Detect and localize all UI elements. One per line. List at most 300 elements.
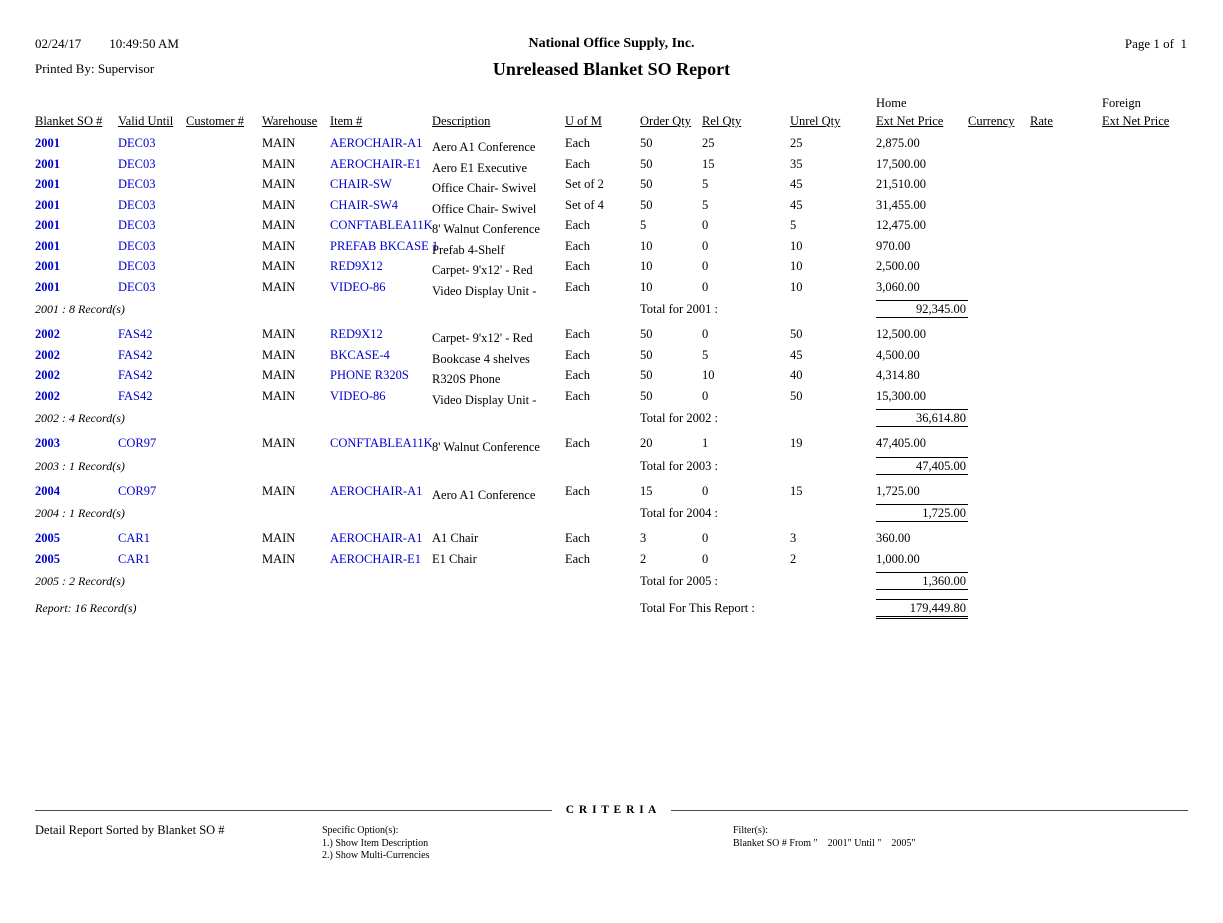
group-footer-spacer <box>968 300 1190 327</box>
cell-customer <box>186 157 262 178</box>
cell-blanket-so <box>35 368 118 389</box>
cell-uom: Each <box>565 156 590 171</box>
criteria-sort-description: Detail Report Sorted by Blanket SO # <box>35 823 225 837</box>
item-description: Aero A1 Conference <box>432 487 536 502</box>
criteria-filters <box>733 825 915 850</box>
report-row <box>35 348 1190 369</box>
cell-currency <box>968 218 1030 239</box>
customer-link[interactable]: FAS42 <box>118 327 153 341</box>
cell-valid-until <box>118 348 186 369</box>
cell-rate <box>1030 348 1102 369</box>
item-link[interactable]: PREFAB BKCASE 1 <box>330 238 439 253</box>
cell-unrel-qty: 25 <box>790 136 803 150</box>
cell-valid-until <box>118 327 186 348</box>
cell-valid-until <box>118 280 186 301</box>
cell-ext-net-price: 17,500.00 <box>876 156 926 171</box>
item-link[interactable]: AEROCHAIR-A1 <box>330 136 423 150</box>
cell-currency <box>968 136 1030 157</box>
cell-order-qty: 50 <box>640 327 653 341</box>
super-header-spacer <box>702 96 790 114</box>
cell-rel-qty: 15 <box>702 156 715 171</box>
cell-currency <box>968 484 1030 505</box>
cell-rate <box>1030 436 1102 457</box>
group-total-label: Total for 2004 : <box>640 506 718 520</box>
report-row <box>35 218 1190 239</box>
cell-rel-qty: 5 <box>702 197 709 212</box>
blanket-so-link[interactable]: 2001 <box>35 259 60 273</box>
company-name: National Office Supply, Inc. <box>528 36 695 51</box>
group-record-count: 2002 : 4 Record(s) <box>35 411 125 425</box>
customer-link[interactable]: FAS42 <box>118 388 153 403</box>
col-header-order-qty: Order Qty <box>640 114 692 128</box>
cell-rel-qty: 0 <box>702 327 709 341</box>
cell-ext-net-price: 12,500.00 <box>876 327 926 341</box>
cell-unrel-qty: 45 <box>790 177 803 191</box>
item-description: Carpet- 9'x12' - Red <box>432 331 533 345</box>
cell-description <box>432 531 565 552</box>
cell-warehouse: MAIN <box>262 483 296 498</box>
cell-blanket-so <box>35 157 118 178</box>
cell-ext-net-price: 2,875.00 <box>876 136 920 150</box>
col-header-rel-qty: Rel Qty <box>702 114 742 128</box>
group-total-value <box>876 457 968 484</box>
divider-line-left <box>35 810 552 811</box>
cell-foreign-ext-net-price <box>1102 136 1190 157</box>
blanket-so-link[interactable]: 2002 <box>35 327 60 341</box>
divider-line-right <box>671 810 1188 811</box>
cell-foreign-ext-net-price <box>1102 484 1190 505</box>
cell-description <box>432 368 565 389</box>
col-header-blanket-so: Blanket SO # <box>35 114 103 128</box>
blanket-so-link[interactable]: 2001 <box>35 279 60 294</box>
super-header-spacer <box>118 96 186 114</box>
group-total-amount: 1,725.00 <box>876 504 968 522</box>
item-description: Office Chair- Swivel <box>432 201 537 216</box>
cell-customer <box>186 389 262 410</box>
blanket-so-link[interactable]: 2002 <box>35 388 60 403</box>
cell-warehouse: MAIN <box>262 156 296 171</box>
item-description: 8' Walnut Conference <box>432 440 540 454</box>
cell-uom: Each <box>565 327 590 341</box>
col-header-rate: Rate <box>1030 114 1053 128</box>
cell-ext-net-price: 12,475.00 <box>876 218 926 232</box>
customer-link[interactable]: FAS42 <box>118 368 153 382</box>
group-footer <box>35 572 1190 599</box>
cell-unrel-qty: 2 <box>790 551 797 566</box>
cell-order-qty: 50 <box>640 197 653 212</box>
cell-valid-until <box>118 136 186 157</box>
item-link[interactable]: CHAIR-SW4 <box>330 197 399 212</box>
cell-rate <box>1030 368 1102 389</box>
cell-warehouse: MAIN <box>262 279 296 294</box>
cell-unrel-qty: 10 <box>790 238 803 253</box>
item-description: Aero A1 Conference <box>432 140 536 154</box>
group-total-label: Total for 2001 : <box>640 302 718 316</box>
cell-ext-net-price: 1,000.00 <box>876 551 920 566</box>
super-header-spacer <box>432 96 565 114</box>
group-total-amount: 36,614.80 <box>876 409 968 427</box>
cell-currency <box>968 368 1030 389</box>
report-row <box>35 157 1190 178</box>
cell-uom: Each <box>565 238 590 253</box>
cell-unrel-qty: 10 <box>790 279 803 294</box>
cell-ext-net-price: 4,314.80 <box>876 368 920 382</box>
cell-blanket-so <box>35 436 118 457</box>
cell-valid-until <box>118 368 186 389</box>
criteria-options-title: Specific Option(s): <box>322 825 399 836</box>
customer-link[interactable]: FAS42 <box>118 347 153 362</box>
cell-description <box>432 389 565 410</box>
cell-foreign-ext-net-price <box>1102 531 1190 552</box>
col-header-uom: U of M <box>565 114 602 128</box>
cell-uom: Each <box>565 259 590 273</box>
super-header-spacer <box>35 96 118 114</box>
cell-warehouse: MAIN <box>262 551 296 566</box>
item-link[interactable]: AEROCHAIR-E1 <box>330 551 421 566</box>
cell-warehouse: MAIN <box>262 388 296 403</box>
report-total-value <box>876 599 968 631</box>
report-time: 10:49:50 AM <box>109 36 179 51</box>
cell-item <box>330 136 432 157</box>
criteria-label: C R I T E R I A <box>565 804 658 816</box>
cell-description <box>432 136 565 157</box>
cell-item <box>330 436 432 457</box>
cell-blanket-so <box>35 348 118 369</box>
cell-unrel-qty: 40 <box>790 368 803 382</box>
item-link[interactable]: AEROCHAIR-E1 <box>330 156 421 171</box>
item-description: Carpet- 9'x12' - Red <box>432 263 533 277</box>
cell-uom: Set of 2 <box>565 177 604 191</box>
item-link[interactable]: AEROCHAIR-A1 <box>330 483 423 498</box>
blanket-so-link[interactable]: 2005 <box>35 531 60 545</box>
customer-link[interactable]: CAR1 <box>118 551 150 566</box>
cell-blanket-so <box>35 198 118 219</box>
customer-link[interactable]: COR97 <box>118 436 157 450</box>
cell-uom: Each <box>565 218 590 232</box>
cell-valid-until <box>118 531 186 552</box>
super-header-foreign: Foreign <box>1102 96 1141 110</box>
report-footer-spacer <box>968 599 1190 631</box>
blanket-so-link[interactable]: 2005 <box>35 551 60 566</box>
cell-description <box>432 436 565 457</box>
report-row <box>35 280 1190 301</box>
blanket-so-link[interactable]: 2001 <box>35 238 60 253</box>
blanket-so-link[interactable]: 2001 <box>35 197 60 212</box>
group-total-value <box>876 300 968 327</box>
report-row <box>35 136 1190 157</box>
cell-warehouse: MAIN <box>262 136 296 150</box>
cell-customer <box>186 259 262 280</box>
criteria-options <box>322 825 430 863</box>
cell-unrel-qty: 5 <box>790 218 797 232</box>
cell-valid-until <box>118 198 186 219</box>
group-record-count: 2001 : 8 Record(s) <box>35 302 125 316</box>
cell-customer <box>186 280 262 301</box>
cell-currency <box>968 177 1030 198</box>
cell-rate <box>1030 218 1102 239</box>
report-total-label: Total For This Report : <box>640 601 755 615</box>
cell-item <box>330 348 432 369</box>
cell-customer <box>186 177 262 198</box>
cell-uom: Each <box>565 136 590 150</box>
item-link[interactable]: CONFTABLEA11K <box>330 436 433 450</box>
customer-link[interactable]: DEC03 <box>118 156 156 171</box>
cell-ext-net-price: 2,500.00 <box>876 259 920 273</box>
cell-blanket-so <box>35 389 118 410</box>
cell-rel-qty: 0 <box>702 259 709 273</box>
cell-uom: Each <box>565 388 590 403</box>
report-row <box>35 327 1190 348</box>
super-header-spacer <box>186 96 262 114</box>
blanket-so-link[interactable]: 2001 <box>35 136 60 150</box>
item-description: A1 Chair <box>432 531 479 545</box>
item-link[interactable]: CONFTABLEA11K <box>330 218 433 232</box>
super-header-home: Home <box>876 96 907 110</box>
cell-customer <box>186 136 262 157</box>
cell-blanket-so <box>35 531 118 552</box>
cell-currency <box>968 198 1030 219</box>
item-description: Aero E1 Executive <box>432 160 528 175</box>
cell-valid-until <box>118 259 186 280</box>
printed-by: Printed By: Supervisor <box>35 61 155 76</box>
cell-ext-net-price: 31,455.00 <box>876 197 926 212</box>
item-description: R320S Phone <box>432 372 501 386</box>
col-header-description: Description <box>432 114 491 128</box>
group-footer-spacer <box>968 504 1190 531</box>
cell-uom: Each <box>565 531 590 545</box>
cell-rel-qty: 0 <box>702 551 709 566</box>
super-header-spacer <box>262 96 330 114</box>
cell-customer <box>186 531 262 552</box>
cell-uom: Set of 4 <box>565 197 604 212</box>
cell-unrel-qty: 19 <box>790 436 803 450</box>
item-description: E1 Chair <box>432 551 477 566</box>
cell-order-qty: 5 <box>640 218 647 232</box>
customer-link[interactable]: COR97 <box>118 483 157 498</box>
cell-item <box>330 177 432 198</box>
report-row <box>35 368 1190 389</box>
cell-valid-until <box>118 484 186 505</box>
report-row <box>35 436 1190 457</box>
customer-link[interactable]: CAR1 <box>118 531 150 545</box>
cell-foreign-ext-net-price <box>1102 177 1190 198</box>
group-total-amount: 92,345.00 <box>876 300 968 318</box>
cell-ext-net-price: 1,725.00 <box>876 483 920 498</box>
cell-currency <box>968 259 1030 280</box>
group-total-value <box>876 572 968 599</box>
cell-rel-qty: 0 <box>702 388 709 403</box>
criteria-filter-line: Blanket SO # From " 2001" Until " 2005" <box>733 837 916 849</box>
cell-blanket-so <box>35 239 118 260</box>
cell-unrel-qty: 35 <box>790 156 803 171</box>
customer-link[interactable]: DEC03 <box>118 197 156 212</box>
cell-uom: Each <box>565 551 590 566</box>
cell-rel-qty: 10 <box>702 368 715 382</box>
report-row <box>35 177 1190 198</box>
cell-customer <box>186 484 262 505</box>
cell-rate <box>1030 177 1102 198</box>
cell-rel-qty: 5 <box>702 177 709 191</box>
cell-order-qty: 50 <box>640 368 653 382</box>
cell-rate <box>1030 259 1102 280</box>
report-date: 02/24/17 <box>35 36 82 51</box>
cell-rate <box>1030 280 1102 301</box>
cell-item <box>330 531 432 552</box>
customer-link[interactable]: DEC03 <box>118 259 156 273</box>
group-total-value <box>876 504 968 531</box>
report-footer <box>35 599 1190 631</box>
cell-currency <box>968 531 1030 552</box>
cell-valid-until <box>118 157 186 178</box>
item-link[interactable]: CHAIR-SW <box>330 177 392 191</box>
item-link[interactable]: BKCASE-4 <box>330 347 390 362</box>
cell-warehouse: MAIN <box>262 347 296 362</box>
cell-rate <box>1030 327 1102 348</box>
cell-rate <box>1030 484 1102 505</box>
cell-valid-until <box>118 177 186 198</box>
cell-customer <box>186 198 262 219</box>
blanket-so-link[interactable]: 2001 <box>35 156 60 171</box>
customer-link[interactable]: DEC03 <box>118 279 156 294</box>
col-header-currency: Currency <box>968 114 1015 128</box>
report-row <box>35 198 1190 219</box>
cell-blanket-so <box>35 177 118 198</box>
col-header-foreign-ext-net-price: Ext Net Price <box>1102 114 1170 128</box>
cell-currency <box>968 348 1030 369</box>
cell-foreign-ext-net-price <box>1102 218 1190 239</box>
customer-link[interactable]: DEC03 <box>118 238 156 253</box>
criteria-option-2: 2.) Show Multi-Currencies <box>322 850 430 861</box>
cell-rate <box>1030 239 1102 260</box>
cell-uom: Each <box>565 436 590 450</box>
cell-description <box>432 348 565 369</box>
cell-currency <box>968 157 1030 178</box>
cell-foreign-ext-net-price <box>1102 157 1190 178</box>
item-link[interactable]: AEROCHAIR-A1 <box>330 531 423 545</box>
cell-item <box>330 218 432 239</box>
col-header-unrel-qty: Unrel Qty <box>790 114 841 128</box>
cell-uom: Each <box>565 483 590 498</box>
group-record-count: 2005 : 2 Record(s) <box>35 574 125 588</box>
cell-description <box>432 198 565 219</box>
super-header-spacer <box>330 96 432 114</box>
super-header-spacer <box>565 96 640 114</box>
cell-rel-qty: 0 <box>702 279 709 294</box>
cell-rate <box>1030 136 1102 157</box>
blanket-so-link[interactable]: 2001 <box>35 218 60 232</box>
cell-description <box>432 280 565 301</box>
group-total-label: Total for 2002 : <box>640 411 718 425</box>
criteria-divider <box>35 804 1188 816</box>
cell-ext-net-price: 3,060.00 <box>876 279 920 294</box>
cell-foreign-ext-net-price <box>1102 327 1190 348</box>
group-total-label: Total for 2005 : <box>640 574 718 588</box>
cell-unrel-qty: 50 <box>790 327 803 341</box>
cell-uom: Each <box>565 347 590 362</box>
item-link[interactable]: RED9X12 <box>330 259 383 273</box>
blanket-so-link[interactable]: 2004 <box>35 483 60 498</box>
cell-foreign-ext-net-price <box>1102 348 1190 369</box>
customer-link[interactable]: DEC03 <box>118 136 156 150</box>
cell-order-qty: 15 <box>640 483 653 498</box>
cell-description <box>432 239 565 260</box>
cell-order-qty: 50 <box>640 347 653 362</box>
cell-ext-net-price: 4,500.00 <box>876 347 920 362</box>
col-header-item: Item # <box>330 114 363 128</box>
customer-link[interactable]: DEC03 <box>118 218 156 232</box>
cell-description <box>432 177 565 198</box>
cell-item <box>330 157 432 178</box>
item-link[interactable]: VIDEO-86 <box>330 279 386 294</box>
cell-foreign-ext-net-price <box>1102 436 1190 457</box>
cell-order-qty: 10 <box>640 259 653 273</box>
group-footer <box>35 457 1190 484</box>
cell-ext-net-price: 970.00 <box>876 238 911 253</box>
cell-foreign-ext-net-price <box>1102 239 1190 260</box>
cell-unrel-qty: 45 <box>790 197 803 212</box>
report-row <box>35 531 1190 552</box>
cell-item <box>330 368 432 389</box>
cell-warehouse: MAIN <box>262 531 296 545</box>
blanket-so-link[interactable]: 2001 <box>35 177 60 191</box>
cell-foreign-ext-net-price <box>1102 389 1190 410</box>
cell-unrel-qty: 10 <box>790 259 803 273</box>
cell-order-qty: 10 <box>640 279 653 294</box>
cell-valid-until <box>118 218 186 239</box>
item-link[interactable]: PHONE R320S <box>330 368 409 382</box>
item-description: Video Display Unit - <box>432 392 537 407</box>
col-header-ext-net-price: Ext Net Price <box>876 114 944 128</box>
item-link[interactable]: RED9X12 <box>330 327 383 341</box>
cell-blanket-so <box>35 280 118 301</box>
cell-unrel-qty: 50 <box>790 388 803 403</box>
cell-warehouse: MAIN <box>262 218 296 232</box>
cell-valid-until <box>118 552 186 573</box>
cell-rel-qty: 0 <box>702 531 709 545</box>
cell-rel-qty: 0 <box>702 483 709 498</box>
cell-order-qty: 50 <box>640 388 653 403</box>
cell-rate <box>1030 198 1102 219</box>
cell-rel-qty: 5 <box>702 347 709 362</box>
cell-warehouse: MAIN <box>262 368 296 382</box>
group-record-count: 2003 : 1 Record(s) <box>35 458 125 473</box>
cell-ext-net-price: 360.00 <box>876 531 911 545</box>
group-total-amount: 47,405.00 <box>876 457 968 475</box>
col-header-valid-until: Valid Until <box>118 114 174 128</box>
cell-blanket-so <box>35 259 118 280</box>
cell-item <box>330 198 432 219</box>
cell-rate <box>1030 531 1102 552</box>
cell-rel-qty: 0 <box>702 218 709 232</box>
cell-foreign-ext-net-price <box>1102 552 1190 573</box>
cell-order-qty: 20 <box>640 436 653 450</box>
item-link[interactable]: VIDEO-86 <box>330 388 386 403</box>
cell-ext-net-price: 47,405.00 <box>876 436 926 450</box>
page-number: Page 1 of 1 <box>1124 36 1187 51</box>
cell-warehouse: MAIN <box>262 259 296 273</box>
group-footer <box>35 409 1190 436</box>
blanket-so-link[interactable]: 2002 <box>35 368 60 382</box>
cell-valid-until <box>118 436 186 457</box>
cell-item <box>330 484 432 505</box>
blanket-so-link[interactable]: 2003 <box>35 436 60 450</box>
cell-customer <box>186 368 262 389</box>
cell-foreign-ext-net-price <box>1102 280 1190 301</box>
blanket-so-link[interactable]: 2002 <box>35 347 60 362</box>
customer-link[interactable]: DEC03 <box>118 177 156 191</box>
cell-customer <box>186 239 262 260</box>
cell-rate <box>1030 157 1102 178</box>
